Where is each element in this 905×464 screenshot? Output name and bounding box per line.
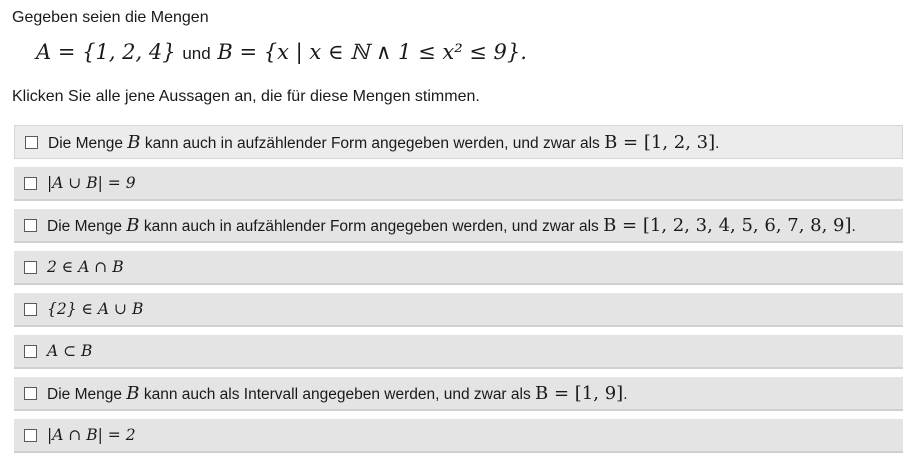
set-b-definition: B = {x | x ∈ ℕ ∧ 1 ≤ x² ≤ 9}. xyxy=(217,40,527,64)
option-2-checkbox[interactable] xyxy=(24,177,37,190)
answer-options xyxy=(14,125,903,461)
option-1-text-pre: Die Menge xyxy=(48,134,123,152)
option-7-math-2: B = [1, 9] xyxy=(535,382,624,404)
option-8[interactable] xyxy=(14,419,903,453)
option-4-math: 2 ∈ A ∩ B xyxy=(47,258,124,276)
instruction-text: Klicken Sie alle jene Aussagen an, die für diese Mengen stimmen. xyxy=(12,88,480,105)
option-1[interactable] xyxy=(14,125,903,159)
option-5-math: {2} ∈ A ∪ B xyxy=(47,300,144,318)
option-3[interactable] xyxy=(14,209,903,243)
option-1-suffix: . xyxy=(715,134,720,152)
option-3-text-mid: kann auch in aufzählender Form angegeben werden, und zwar als xyxy=(143,217,599,235)
option-8-math: |A ∩ B| = 2 xyxy=(47,426,136,444)
option-5[interactable] xyxy=(14,293,903,327)
option-1-checkbox[interactable] xyxy=(25,136,38,149)
intro-text: Gegeben seien die Mengen xyxy=(12,9,209,26)
option-3-math-2: B = [1, 2, 3, 4, 5, 6, 7, 8, 9] xyxy=(603,214,852,236)
option-4-checkbox[interactable] xyxy=(24,261,37,274)
option-7-checkbox[interactable] xyxy=(24,387,37,400)
option-3-suffix: . xyxy=(851,217,856,235)
option-1-label xyxy=(48,132,719,153)
option-7-label xyxy=(47,383,628,404)
option-6-checkbox[interactable] xyxy=(24,345,37,358)
option-2[interactable] xyxy=(14,167,903,201)
connector-text: und xyxy=(182,44,211,63)
option-3-checkbox[interactable] xyxy=(24,219,37,232)
set-a-definition: A = {1, 2, 4} xyxy=(36,40,176,64)
option-7[interactable] xyxy=(14,377,903,411)
option-1-text-mid: kann auch in aufzählender Form angegeben werden, und zwar als xyxy=(144,134,600,152)
option-7-suffix: . xyxy=(623,385,628,403)
option-8-checkbox[interactable] xyxy=(24,429,37,442)
option-7-text-pre: Die Menge xyxy=(47,385,122,403)
option-4[interactable] xyxy=(14,251,903,285)
option-7-text-mid: kann auch als Intervall angegeben werden, und zwar als xyxy=(143,385,531,403)
option-6-math: A ⊂ B xyxy=(47,342,93,360)
set-definitions xyxy=(36,40,527,64)
option-1-math-1: B xyxy=(127,131,141,153)
option-3-label xyxy=(47,215,856,236)
option-1-math-2: B = [1, 2, 3] xyxy=(604,131,716,153)
option-3-text-pre: Die Menge xyxy=(47,217,122,235)
option-5-checkbox[interactable] xyxy=(24,303,37,316)
option-6[interactable] xyxy=(14,335,903,369)
option-7-math-1: B xyxy=(126,382,140,404)
option-3-math-1: B xyxy=(126,214,140,236)
option-2-math: |A ∪ B| = 9 xyxy=(47,174,136,192)
